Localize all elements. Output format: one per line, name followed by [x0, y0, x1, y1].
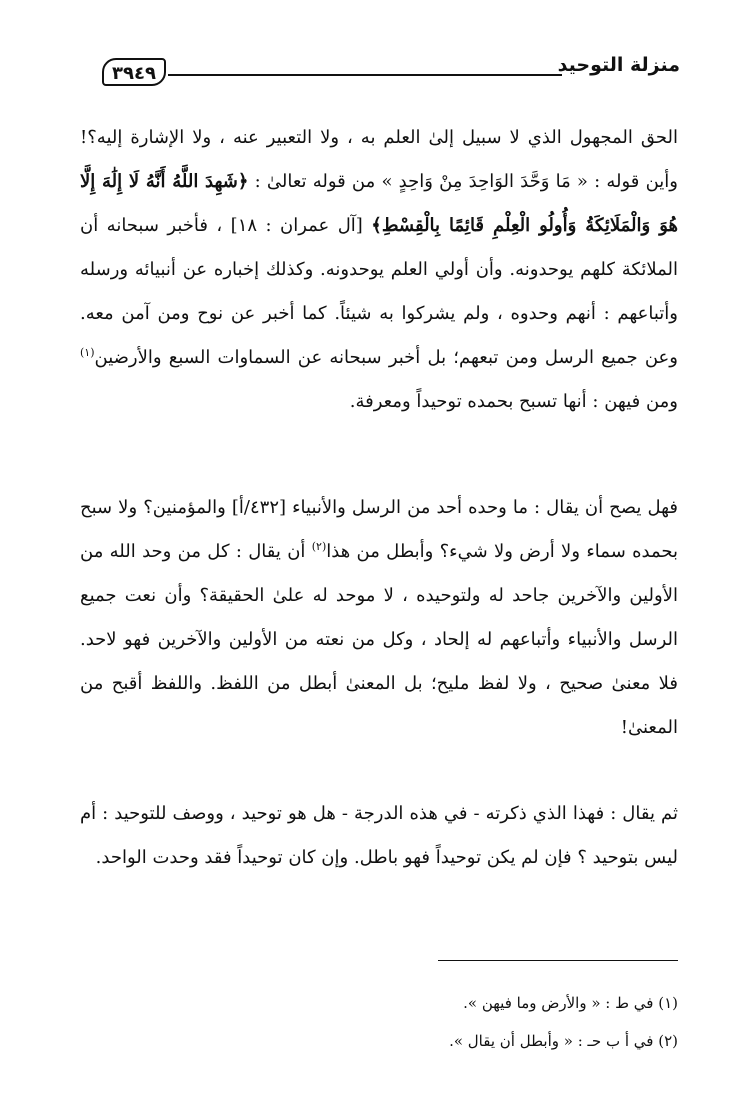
- paragraph-1-text-c: ومن فيهن : أنها تسبح بحمده توحيداً ومعرفة.: [349, 391, 678, 412]
- header-rule: [168, 74, 562, 76]
- page-number: ٣٩٤٩: [102, 58, 166, 86]
- running-title: منزلة التوحيد: [557, 54, 680, 76]
- paragraph-3: ثم يقال : فهذا الذي ذكرته - في هذه الدرجة - هل هو توحيد ، ووصف للتوحيد : أم ليس بتوحيد ؟ فإن لم يكن توحيداً فهو باطل. وإن كان توحيداً فقد وحدت الواحد.: [80, 803, 678, 868]
- quran-verse: ﴿شَهِدَ اللَّهُ أَنَّهُ لَا إِلَٰهَ إِلَّا هُوَ وَالْمَلَائِكَةُ وَأُولُو الْعِلْمِ قَائِمًا بِالْقِسْطِ﴾: [80, 171, 678, 236]
- page-header: [102, 52, 680, 92]
- paragraph-2-text-b: أن يقال : كل من وحد الله من الأولين والآخرين جاحد له ولتوحيده ، لا موحد له علىٰ الحقيقة؟ وأن نعت جميع الرسل والأنبياء وأتباعهم له إلحاد ، وكل من نعته من الأولين والآخرين فهو لاحد. فلا معنىٰ صحيح ، ولا لفظ مليح؛ بل المعنىٰ أبطل من اللفظ. واللفظ أقبح من المعنىٰ!: [80, 541, 678, 738]
- paragraph-2: [80, 486, 678, 750]
- paragraph-1: [80, 116, 678, 424]
- paragraph-1-text-b: [آل عمران : ١٨] ، فأخبر سبحانه أن الملائكة كلهم يوحدونه. وأن أولي العلم يوحدونه. وكذلك إخباره عن أنبيائه ورسله وأتباعهم : أنهم وحدوه ، ولم يشركوا به شيئاً. كما أخبر عن نوح ومن آمن معه. وعن جميع الرسل ومن تبعهم؛ بل أخبر سبحانه عن السماوات السبع والأرضين: [80, 215, 678, 368]
- footnote-1: (١) في ط : « والأرض وما فيهن ».: [463, 994, 678, 1012]
- footnote-2: (٢) في أ ب حـ : « وأبطل أن يقال ».: [449, 1032, 678, 1050]
- footnote-separator: [438, 960, 678, 961]
- footnote-ref-2[interactable]: (٢): [311, 540, 327, 553]
- paragraph-2-text-a: فهل يصح أن يقال : ما وحده أحد من الرسل والأنبياء [٤٣٢/أ] والمؤمنين؟ ولا سبح بحمده سماء ولا أرض ولا شيء؟ وأبطل من هذا: [80, 497, 678, 562]
- footnotes: [80, 984, 678, 1060]
- footnote-ref-1[interactable]: (١): [80, 346, 95, 359]
- paragraph-1-text-a: الحق المجهول الذي لا سبيل إلىٰ العلم به ، ولا التعبير عنه ، ولا الإشارة إليه؟! وأين قوله : « مَا وَحَّدَ الوَاحِدَ مِنْ وَاحِدٍ » من قوله تعالىٰ :: [80, 127, 678, 192]
